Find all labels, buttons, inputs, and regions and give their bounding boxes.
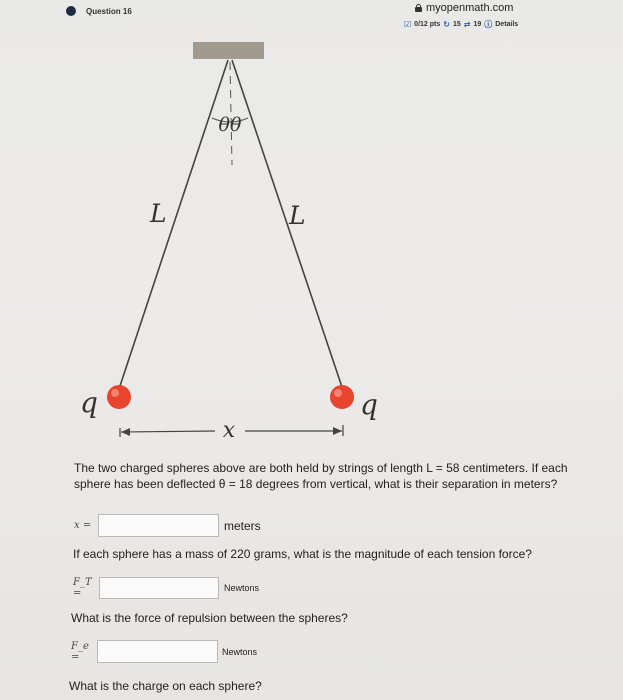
right-string	[232, 60, 344, 393]
repulsion-prompt: What is the force of repulsion between the spheres?	[71, 611, 348, 625]
left-string	[118, 60, 228, 392]
separation-arrow-right	[333, 427, 342, 435]
fe-label: F_e =	[71, 640, 89, 663]
ceiling-support	[193, 42, 264, 59]
attempts-count: 15	[452, 21, 461, 28]
submissions-count: 19	[473, 21, 482, 28]
x-input[interactable]	[98, 514, 219, 537]
right-length-label: L	[289, 201, 306, 230]
answer-ft-row	[73, 577, 259, 599]
submit-icon: ⇄	[463, 20, 471, 29]
answer-fe-row	[71, 640, 257, 663]
charge-prompt: What is the charge on each sphere?	[69, 679, 262, 693]
ft-unit: Newtons	[224, 583, 260, 593]
problem-statement: The two charged spheres above are both held by strings of length L = 58 centimeters. If each sphere has been deflected θ = 18 degrees from vertical, what is their separation in meters?	[74, 461, 568, 491]
left-sphere-highlight	[111, 389, 119, 397]
x-label: x =	[74, 520, 92, 531]
fe-input[interactable]	[97, 640, 218, 663]
separation-line-left	[121, 431, 215, 432]
x-unit: meters	[224, 518, 261, 533]
right-charge-label: q	[360, 388, 378, 421]
fe-unit: Newtons	[222, 646, 258, 657]
points-icon: ☑	[404, 20, 412, 29]
left-charge-label: q	[80, 386, 98, 419]
retry-icon: ↻	[443, 20, 450, 29]
question-label: Question 16	[86, 6, 132, 16]
separation-arrow-left	[121, 428, 130, 436]
right-sphere	[330, 385, 354, 409]
points-text: 0/12 pts	[414, 21, 441, 28]
left-sphere	[107, 385, 131, 409]
ft-input[interactable]	[99, 577, 219, 599]
site-domain: myopenmath.com	[426, 2, 514, 14]
angle-label: θθ	[218, 114, 242, 136]
answer-x-row	[74, 514, 261, 537]
ft-label: F_T =	[73, 577, 92, 599]
left-length-label: L	[150, 199, 167, 228]
tension-prompt: If each sphere has a mass of 220 grams, what is the magnitude of each tension force?	[73, 547, 532, 561]
details-link[interactable]: Details	[495, 21, 519, 28]
right-sphere-highlight	[334, 389, 342, 397]
info-icon[interactable]: ⓘ	[484, 20, 493, 29]
separation-label: x	[222, 418, 236, 443]
